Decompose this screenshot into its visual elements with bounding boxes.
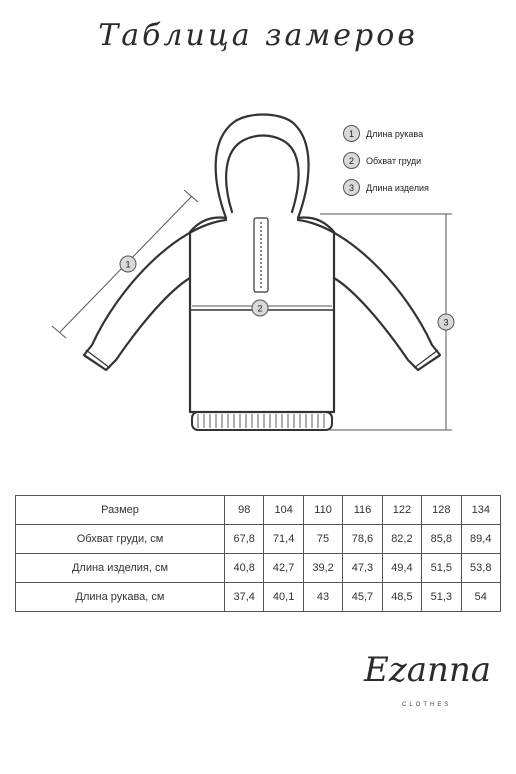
page-title: Таблица замеров	[98, 18, 418, 53]
brand-logo	[364, 648, 494, 718]
table-cell: 40,8	[225, 554, 264, 583]
table-row	[16, 525, 501, 554]
table-cell: 89,4	[461, 525, 500, 554]
legend-item	[343, 174, 429, 201]
table-cell: 110	[303, 496, 342, 525]
legend-label: Обхват груди	[366, 155, 422, 166]
table-cell: 47,3	[343, 554, 382, 583]
table-cell: 48,5	[382, 583, 421, 612]
badge-2-icon	[252, 300, 268, 316]
svg-text:3: 3	[443, 317, 449, 328]
svg-text:2: 2	[257, 303, 263, 314]
legend-item	[343, 147, 429, 174]
legend-item	[343, 120, 429, 147]
table-cell: 134	[461, 496, 500, 525]
hood-inner	[226, 136, 298, 213]
table-cell: 122	[382, 496, 421, 525]
right-sleeve	[298, 220, 440, 370]
table-cell: 54	[461, 583, 500, 612]
table-cell: 45,7	[343, 583, 382, 612]
table-cell: 67,8	[225, 525, 264, 554]
measurement-legend	[343, 120, 429, 201]
table-cell: 51,5	[422, 554, 461, 583]
waistband	[192, 412, 332, 430]
badge-3-icon	[438, 314, 454, 330]
legend-label: Длина изделия	[366, 182, 429, 193]
table-row	[16, 554, 501, 583]
table-cell: 75	[303, 525, 342, 554]
table-cell: 104	[264, 496, 303, 525]
left-sleeve	[84, 220, 226, 370]
table-cell: 71,4	[264, 525, 303, 554]
table-cell: 85,8	[422, 525, 461, 554]
table-cell: 98	[225, 496, 264, 525]
number-badge-icon: 3	[343, 179, 360, 196]
table-cell: 128	[422, 496, 461, 525]
table-cell: 40,1	[264, 583, 303, 612]
table-cell: Длина рукава, см	[16, 583, 225, 612]
table-cell: 82,2	[382, 525, 421, 554]
table-row	[16, 583, 501, 612]
table-cell: Размер	[16, 496, 225, 525]
table-cell: Длина изделия, см	[16, 554, 225, 583]
brand-name: Ezanna	[364, 650, 492, 690]
number-badge-icon: 1	[343, 125, 360, 142]
brand-tagline: CLOTHES	[402, 702, 452, 708]
table-cell: 42,7	[264, 554, 303, 583]
number-badge-icon: 2	[343, 152, 360, 169]
table-cell: 116	[343, 496, 382, 525]
size-table	[15, 495, 501, 612]
table-cell: 51,3	[422, 583, 461, 612]
table-cell: Обхват груди, см	[16, 525, 225, 554]
badge-1-icon	[120, 256, 136, 272]
table-cell: 37,4	[225, 583, 264, 612]
hoodie-measurement-diagram	[0, 95, 516, 440]
table-cell: 43	[303, 583, 342, 612]
table-cell: 53,8	[461, 554, 500, 583]
zipper	[254, 218, 268, 292]
table-cell: 39,2	[303, 554, 342, 583]
table-header-row	[16, 496, 501, 525]
table-cell: 49,4	[382, 554, 421, 583]
svg-text:1: 1	[125, 259, 131, 270]
table-cell: 78,6	[343, 525, 382, 554]
legend-label: Длина рукава	[366, 128, 424, 139]
